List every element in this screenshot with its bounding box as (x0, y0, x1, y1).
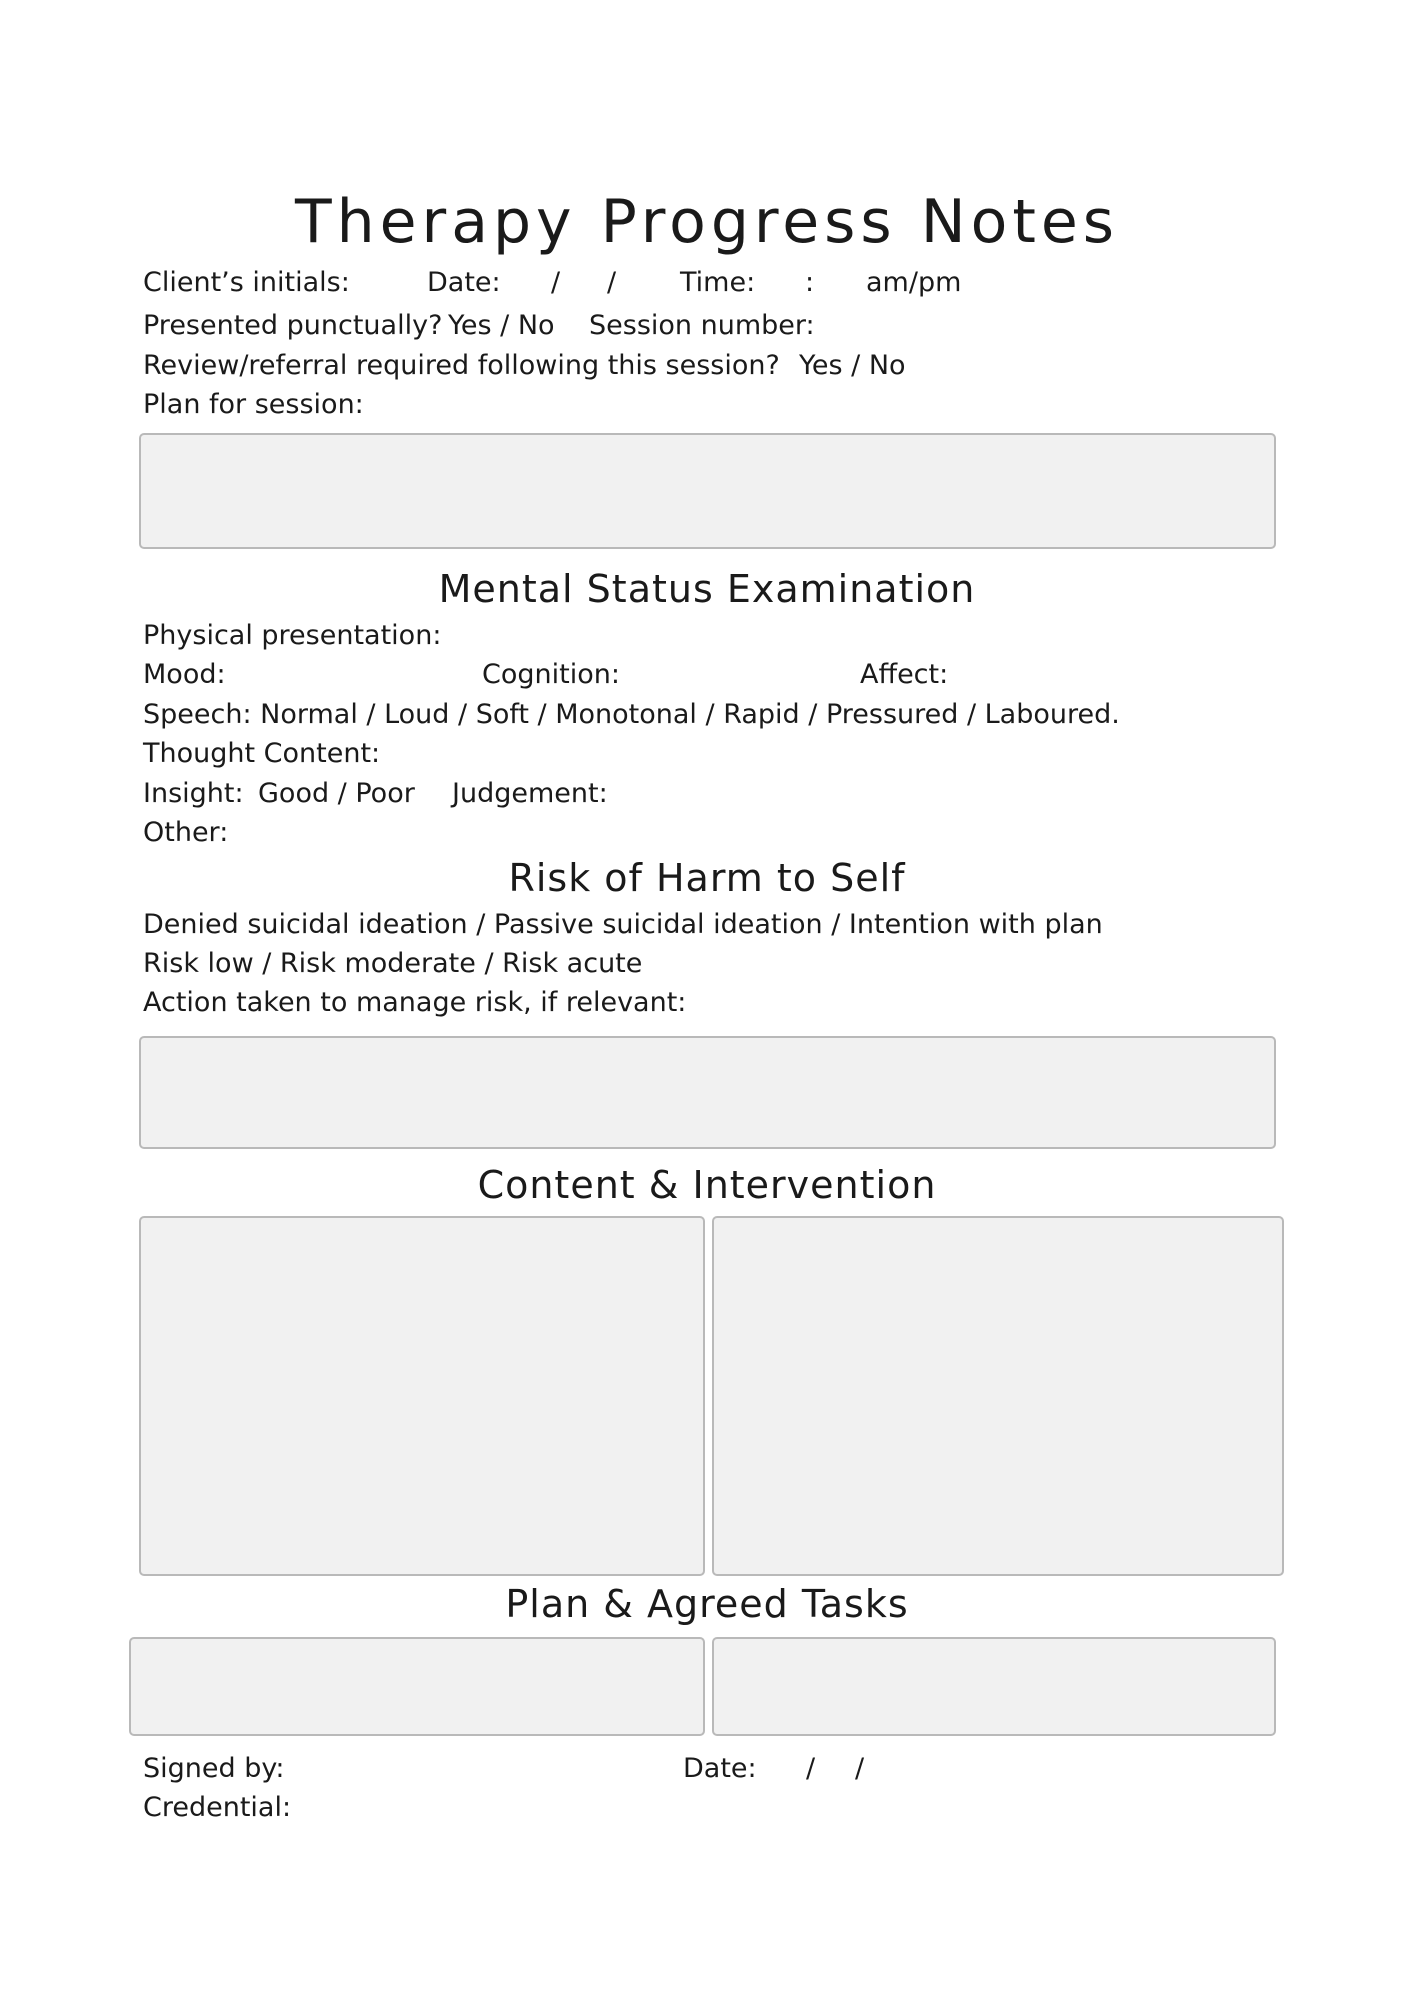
footer-date-separator: / (855, 1753, 865, 1784)
intervention-field[interactable] (712, 1216, 1284, 1576)
judgement-label: Judgement: (452, 778, 608, 809)
signed-by-label: Signed by: (143, 1753, 285, 1784)
plan-for-session-label: Plan for session: (143, 389, 364, 420)
review-options[interactable]: Yes / No (799, 350, 906, 381)
client-initials-label: Client’s initials: (143, 267, 350, 298)
physical-presentation-label: Physical presentation: (143, 620, 442, 651)
footer-date-label: Date: (683, 1753, 757, 1784)
agreed-tasks-field[interactable] (712, 1637, 1276, 1736)
credential-label: Credential: (143, 1792, 292, 1823)
speech-line: Speech: Normal / Loud / Soft / Monotonal / Rapid / Pressured / Laboured. (143, 699, 1120, 730)
other-label: Other: (143, 817, 229, 848)
plan-field[interactable] (129, 1637, 705, 1736)
action-taken-label: Action taken to manage risk, if relevant: (143, 987, 687, 1018)
mse-heading: Mental Status Examination (438, 567, 976, 611)
thought-content-label: Thought Content: (143, 738, 381, 769)
affect-label: Affect: (860, 659, 949, 690)
insight-options[interactable]: Good / Poor (258, 778, 415, 809)
ideation-options-line[interactable]: Denied suicidal ideation / Passive suicidal ideation / Intention with plan (143, 909, 1103, 940)
date-separator: / (551, 267, 561, 298)
content-intervention-heading: Content & Intervention (477, 1163, 937, 1207)
date-separator: / (607, 267, 617, 298)
time-separator: : (805, 267, 815, 298)
page-title: Therapy Progress Notes (294, 187, 1120, 257)
risk-heading: Risk of Harm to Self (508, 856, 906, 900)
punctual-options[interactable]: Yes / No (448, 310, 555, 341)
content-field[interactable] (139, 1216, 705, 1576)
plan-tasks-heading: Plan & Agreed Tasks (505, 1582, 909, 1626)
punctual-label: Presented punctually? (143, 310, 443, 341)
risk-level-options-line[interactable]: Risk low / Risk moderate / Risk acute (143, 948, 643, 979)
session-number-label: Session number: (589, 310, 815, 341)
risk-action-field[interactable] (139, 1036, 1276, 1149)
plan-for-session-field[interactable] (139, 433, 1276, 549)
insight-label: Insight: (143, 778, 244, 809)
mood-label: Mood: (143, 659, 226, 690)
footer-date-separator: / (806, 1753, 816, 1784)
am-pm-label: am/pm (866, 267, 962, 298)
cognition-label: Cognition: (482, 659, 620, 690)
review-label: Review/referral required following this session? (143, 350, 780, 381)
date-label: Date: (427, 267, 501, 298)
time-label: Time: (680, 267, 756, 298)
